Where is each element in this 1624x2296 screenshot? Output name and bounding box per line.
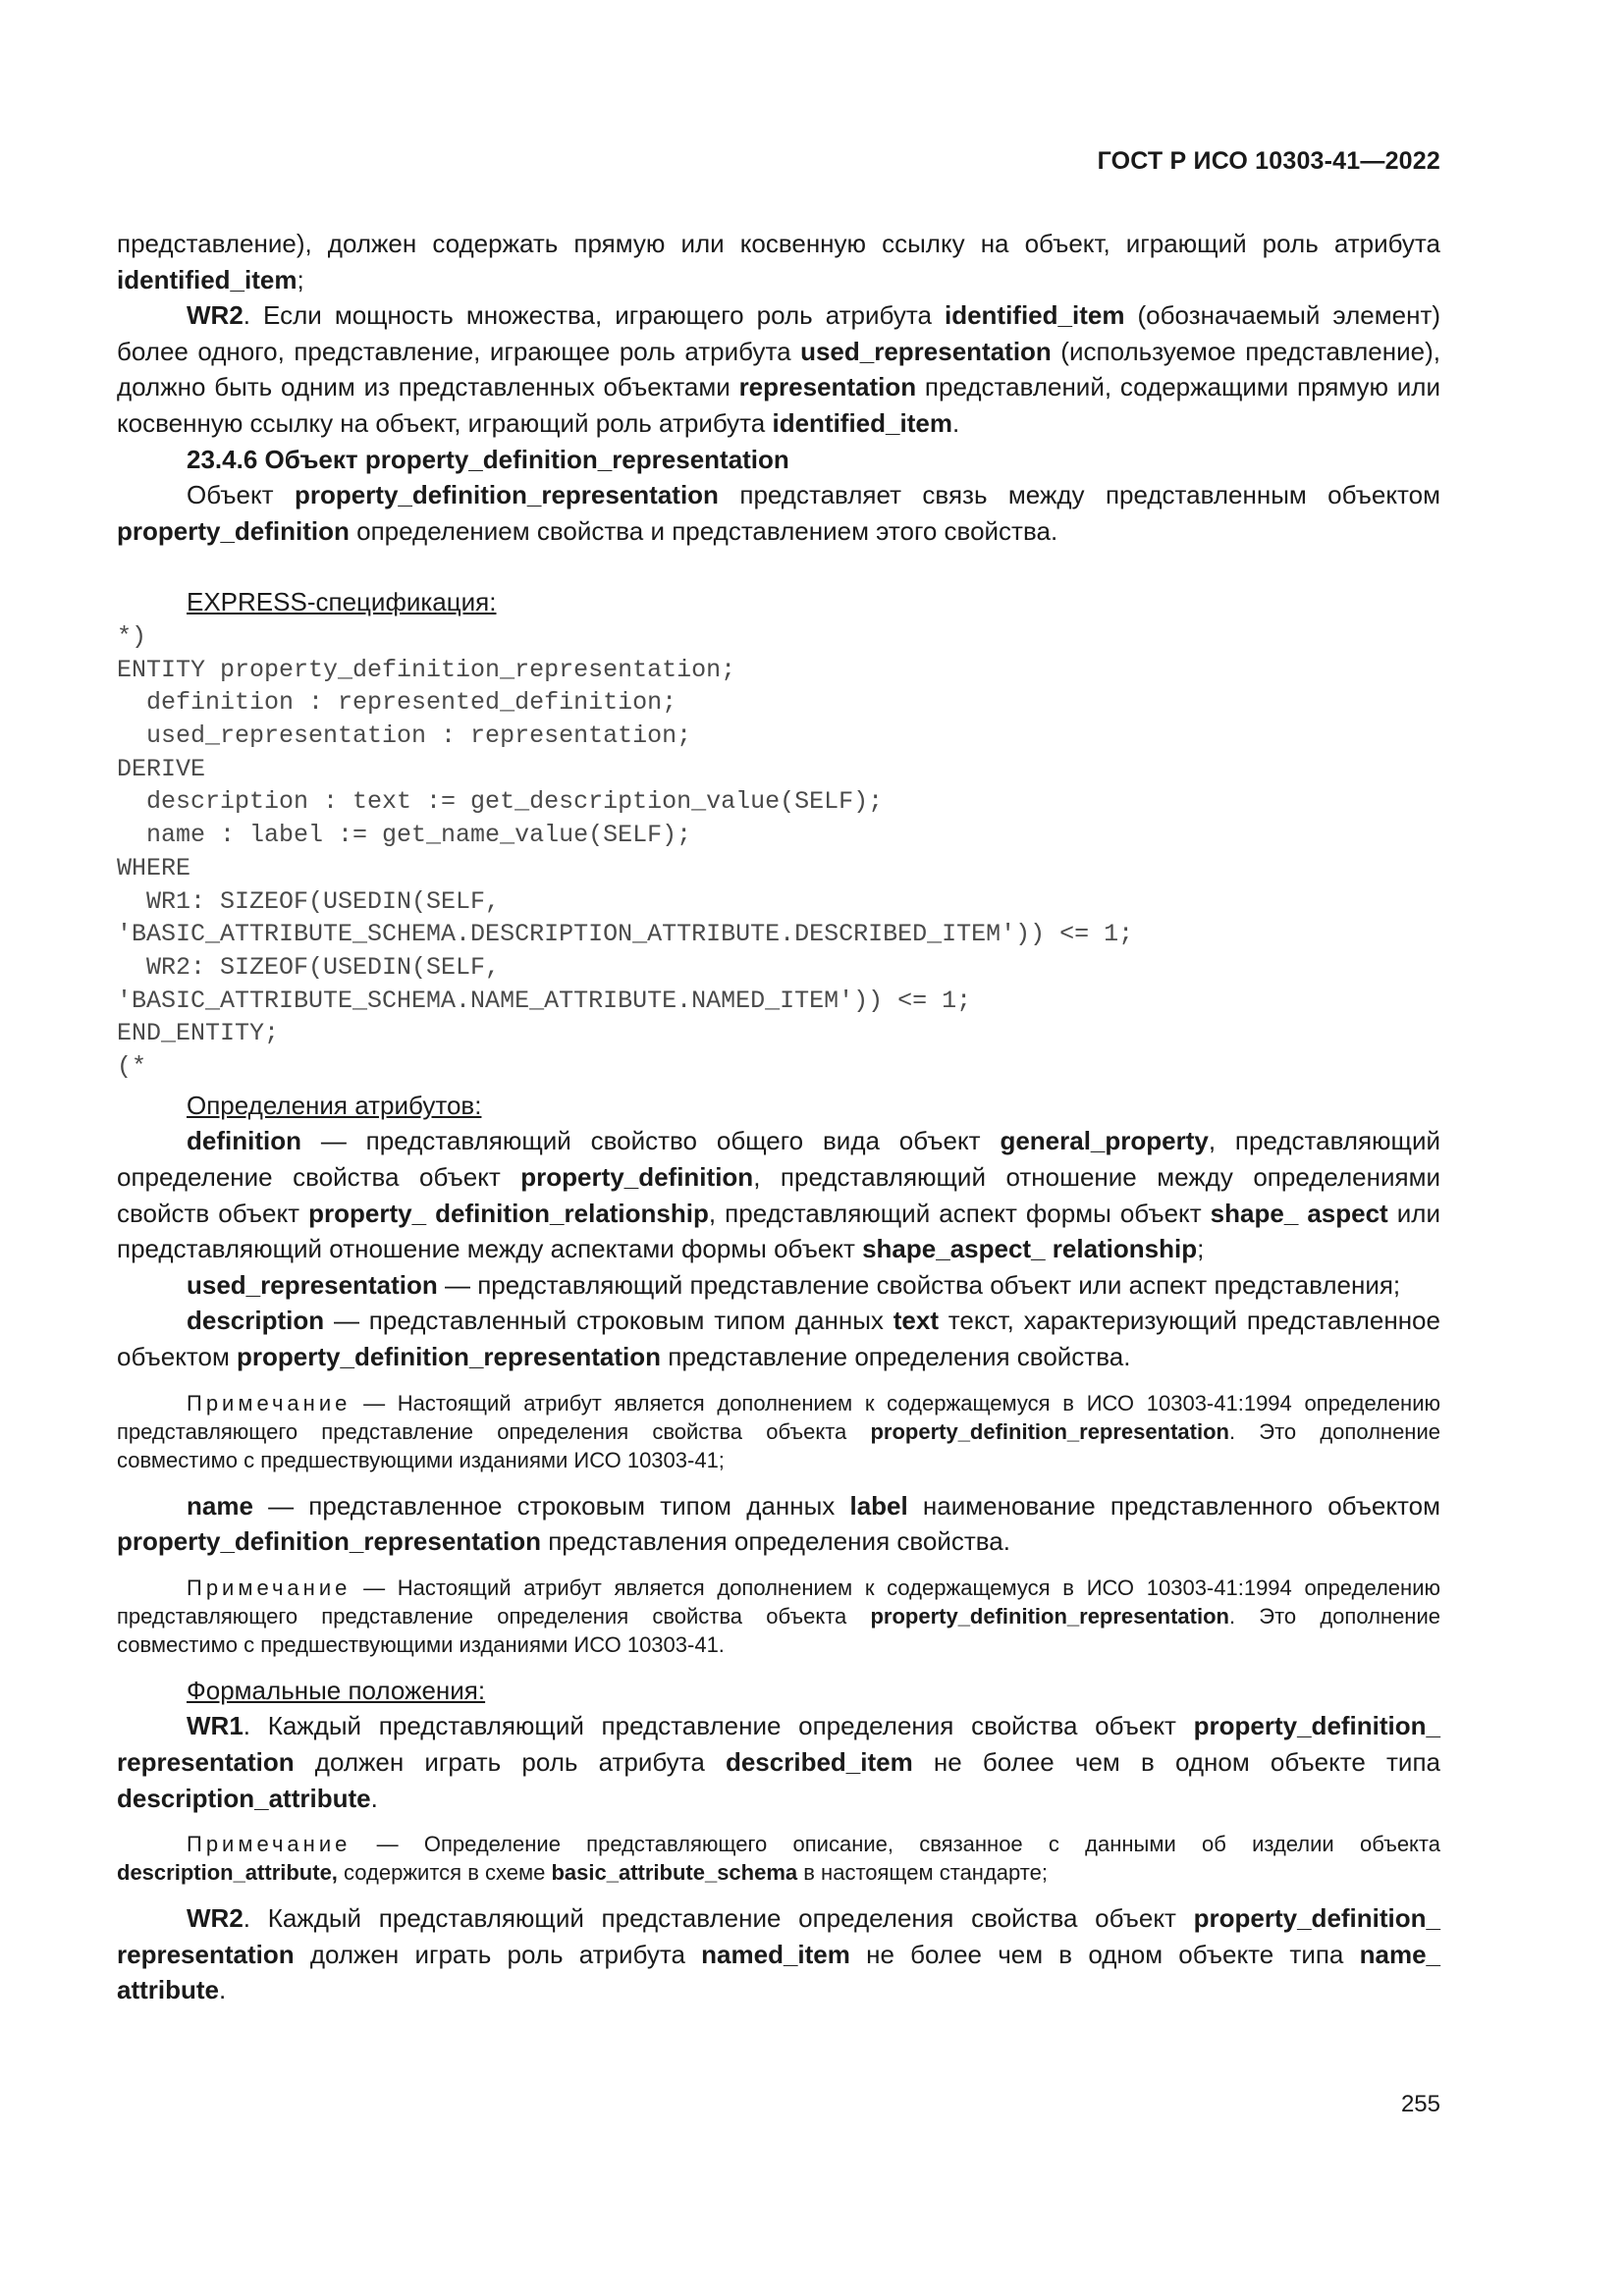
page-number: 255 xyxy=(1400,2091,1440,2117)
note-description: Примечание — Настоящий атрибут является дополнением к содержащемуся в ИСО 10303-41:1994 определению представляющего представление определения свойства объекта property_definition_representation. Это дополнение совместимо с предшествующими изданиями ИСО 10303-41; xyxy=(117,1390,1440,1472)
express-code-block: *) ENTITY property_definition_representation; definition : represented_definition; used_representation : representation; DERIVE description : text := get_description_value(SELF); name : label := get_name_value(SELF); WHERE WR1: SIZEOF(USEDIN(SELF, 'BASIC_ATTRIBUTE_SCHEMA.DESCRIPTION_ATTRIBUTE.DESCRIBED_ITEM')) <= 1; WR2: SIZEOF(USEDIN(SELF, 'BASIC_ATTRIBUTE_SCHEMA.NAME_ATTRIBUTE.NAMED_ITEM')) <= 1; END_ENTITY; (* xyxy=(117,621,1134,1082)
definition-used-representation: used_representation — представляющий представление свойства объект или аспект представления; xyxy=(187,1269,1401,1300)
document-body xyxy=(117,226,1440,2008)
paragraph-wr2-rule: WR2. Если мощность множества, играющего роль атрибута identified_item (обозначаемый элемент) более одного, представление, играющее роль атрибута used_representation (используемое представление), должно быть одним из представленных объектами representation представлений, содержащими прямую или косвенную ссылку на объект, играющий роль атрибута identified_item. xyxy=(117,300,1441,438)
formal-rule-wr2: WR2. Каждый представляющий представление определения свойства объект property_definition_ representation должен играть роль атрибута named_item не более чем в одном объекте типа name_ attribute. xyxy=(117,1903,1440,2005)
formal-provisions-label: Формальные положения: xyxy=(187,1675,486,1705)
note-name: Примечание — Настоящий атрибут является дополнением к содержащемуся в ИСО 10303-41:1994 определению представляющего представление определения свойства объекта property_definition_representation. Это дополнение совместимо с предшествующими изданиями ИСО 10303-41. xyxy=(117,1575,1440,1657)
document-page xyxy=(117,0,1440,2296)
express-spec-label: EXPRESS-спецификация: xyxy=(187,587,497,617)
note-description-attribute: Примечание — Определение представляющего описание, связанное с данными об изделии объекта description_attribute, содержится в схеме basic_attribute_schema в настоящем стандарте; xyxy=(117,1832,1440,1886)
paragraph-continuation: представление), должен содержать прямую или косвенную ссылку на объект, играющий роль атрибута identified_item; xyxy=(117,229,1440,294)
attribute-definitions-label: Определения атрибутов: xyxy=(187,1090,482,1120)
section-heading: 23.4.6 Объект property_definition_representation xyxy=(187,444,789,474)
definition-description: description — представленный строковым типом данных text текст, характеризующий представленное объектом property_definition_representation представление определения свойства. xyxy=(117,1306,1440,1371)
definition-name: name — представленное строковым типом данных label наименование представленного объектом property_definition_representation представления определения свойства. xyxy=(117,1490,1441,1557)
document-header: ГОСТ Р ИСО 10303-41—2022 xyxy=(1097,147,1440,175)
formal-rule-wr1: WR1. Каждый представляющий представление определения свойства объект property_definition_ representation должен играть роль атрибута described_item не более чем в одном объекте типа description_attribute. xyxy=(117,1711,1440,1813)
definition-attribute-definition: definition — представляющий свойство общего вида объект general_property, представляющий определение свойства объект property_definition, представляющий отношение между определениями свойств объект property_ definition_relationship, представляющий аспект формы объект shape_ aspect или представляющий отношение между аспектами формы объект shape_aspect_ relationship; xyxy=(117,1126,1440,1264)
paragraph-object-description: Объект property_definition_representation представляет связь между представленным объектом property_definition определением свойства и представлением этого свойства. xyxy=(117,480,1440,546)
